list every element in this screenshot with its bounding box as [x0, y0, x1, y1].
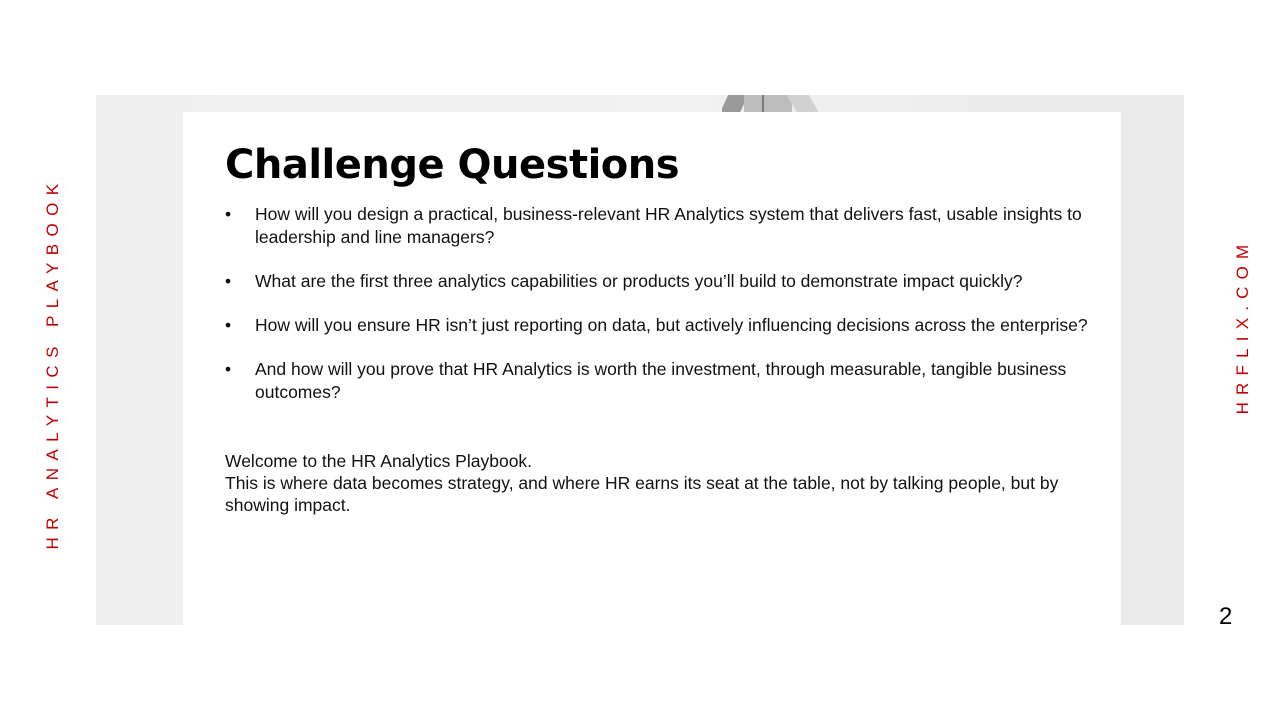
site-label: HRFLIX.COM: [1233, 237, 1252, 415]
backdrop-photo-fragment: [722, 95, 818, 113]
list-item: [225, 358, 1105, 404]
side-label-right: [1230, 235, 1256, 417]
question-text: How will you ensure HR isn’t just reporting on data, but actively influencing decisions across the enterprise?: [255, 315, 1088, 335]
closing-line: This is where data becomes strategy, and where HR earns its seat at the table, not by talking people, but by showing impact.: [225, 473, 1059, 515]
playbook-label: HR ANALYTICS PLAYBOOK: [43, 175, 62, 550]
bullet-marker: •: [225, 359, 232, 379]
side-label-left: [40, 170, 66, 555]
list-item: [225, 314, 1105, 337]
question-text: And how will you prove that HR Analytics is worth the investment, through measurable, tangible business outcomes?: [255, 359, 1067, 402]
bullet-marker: •: [225, 204, 232, 224]
page-number: 2: [1219, 603, 1233, 630]
closing-paragraph: [225, 450, 1085, 516]
closing-line: Welcome to the HR Analytics Playbook.: [225, 451, 533, 471]
slide-title: Challenge Questions: [225, 142, 680, 188]
bullet-marker: •: [225, 315, 232, 335]
list-item: [225, 270, 1105, 293]
bullet-marker: •: [225, 271, 232, 291]
question-text: What are the first three analytics capabilities or products you’ll build to demonstrate impact quickly?: [255, 271, 1023, 291]
challenge-questions-list: [225, 203, 1105, 425]
list-item: [225, 203, 1105, 249]
question-text: How will you design a practical, business-relevant HR Analytics system that delivers fast, usable insights to leadership and line managers?: [255, 204, 1082, 247]
